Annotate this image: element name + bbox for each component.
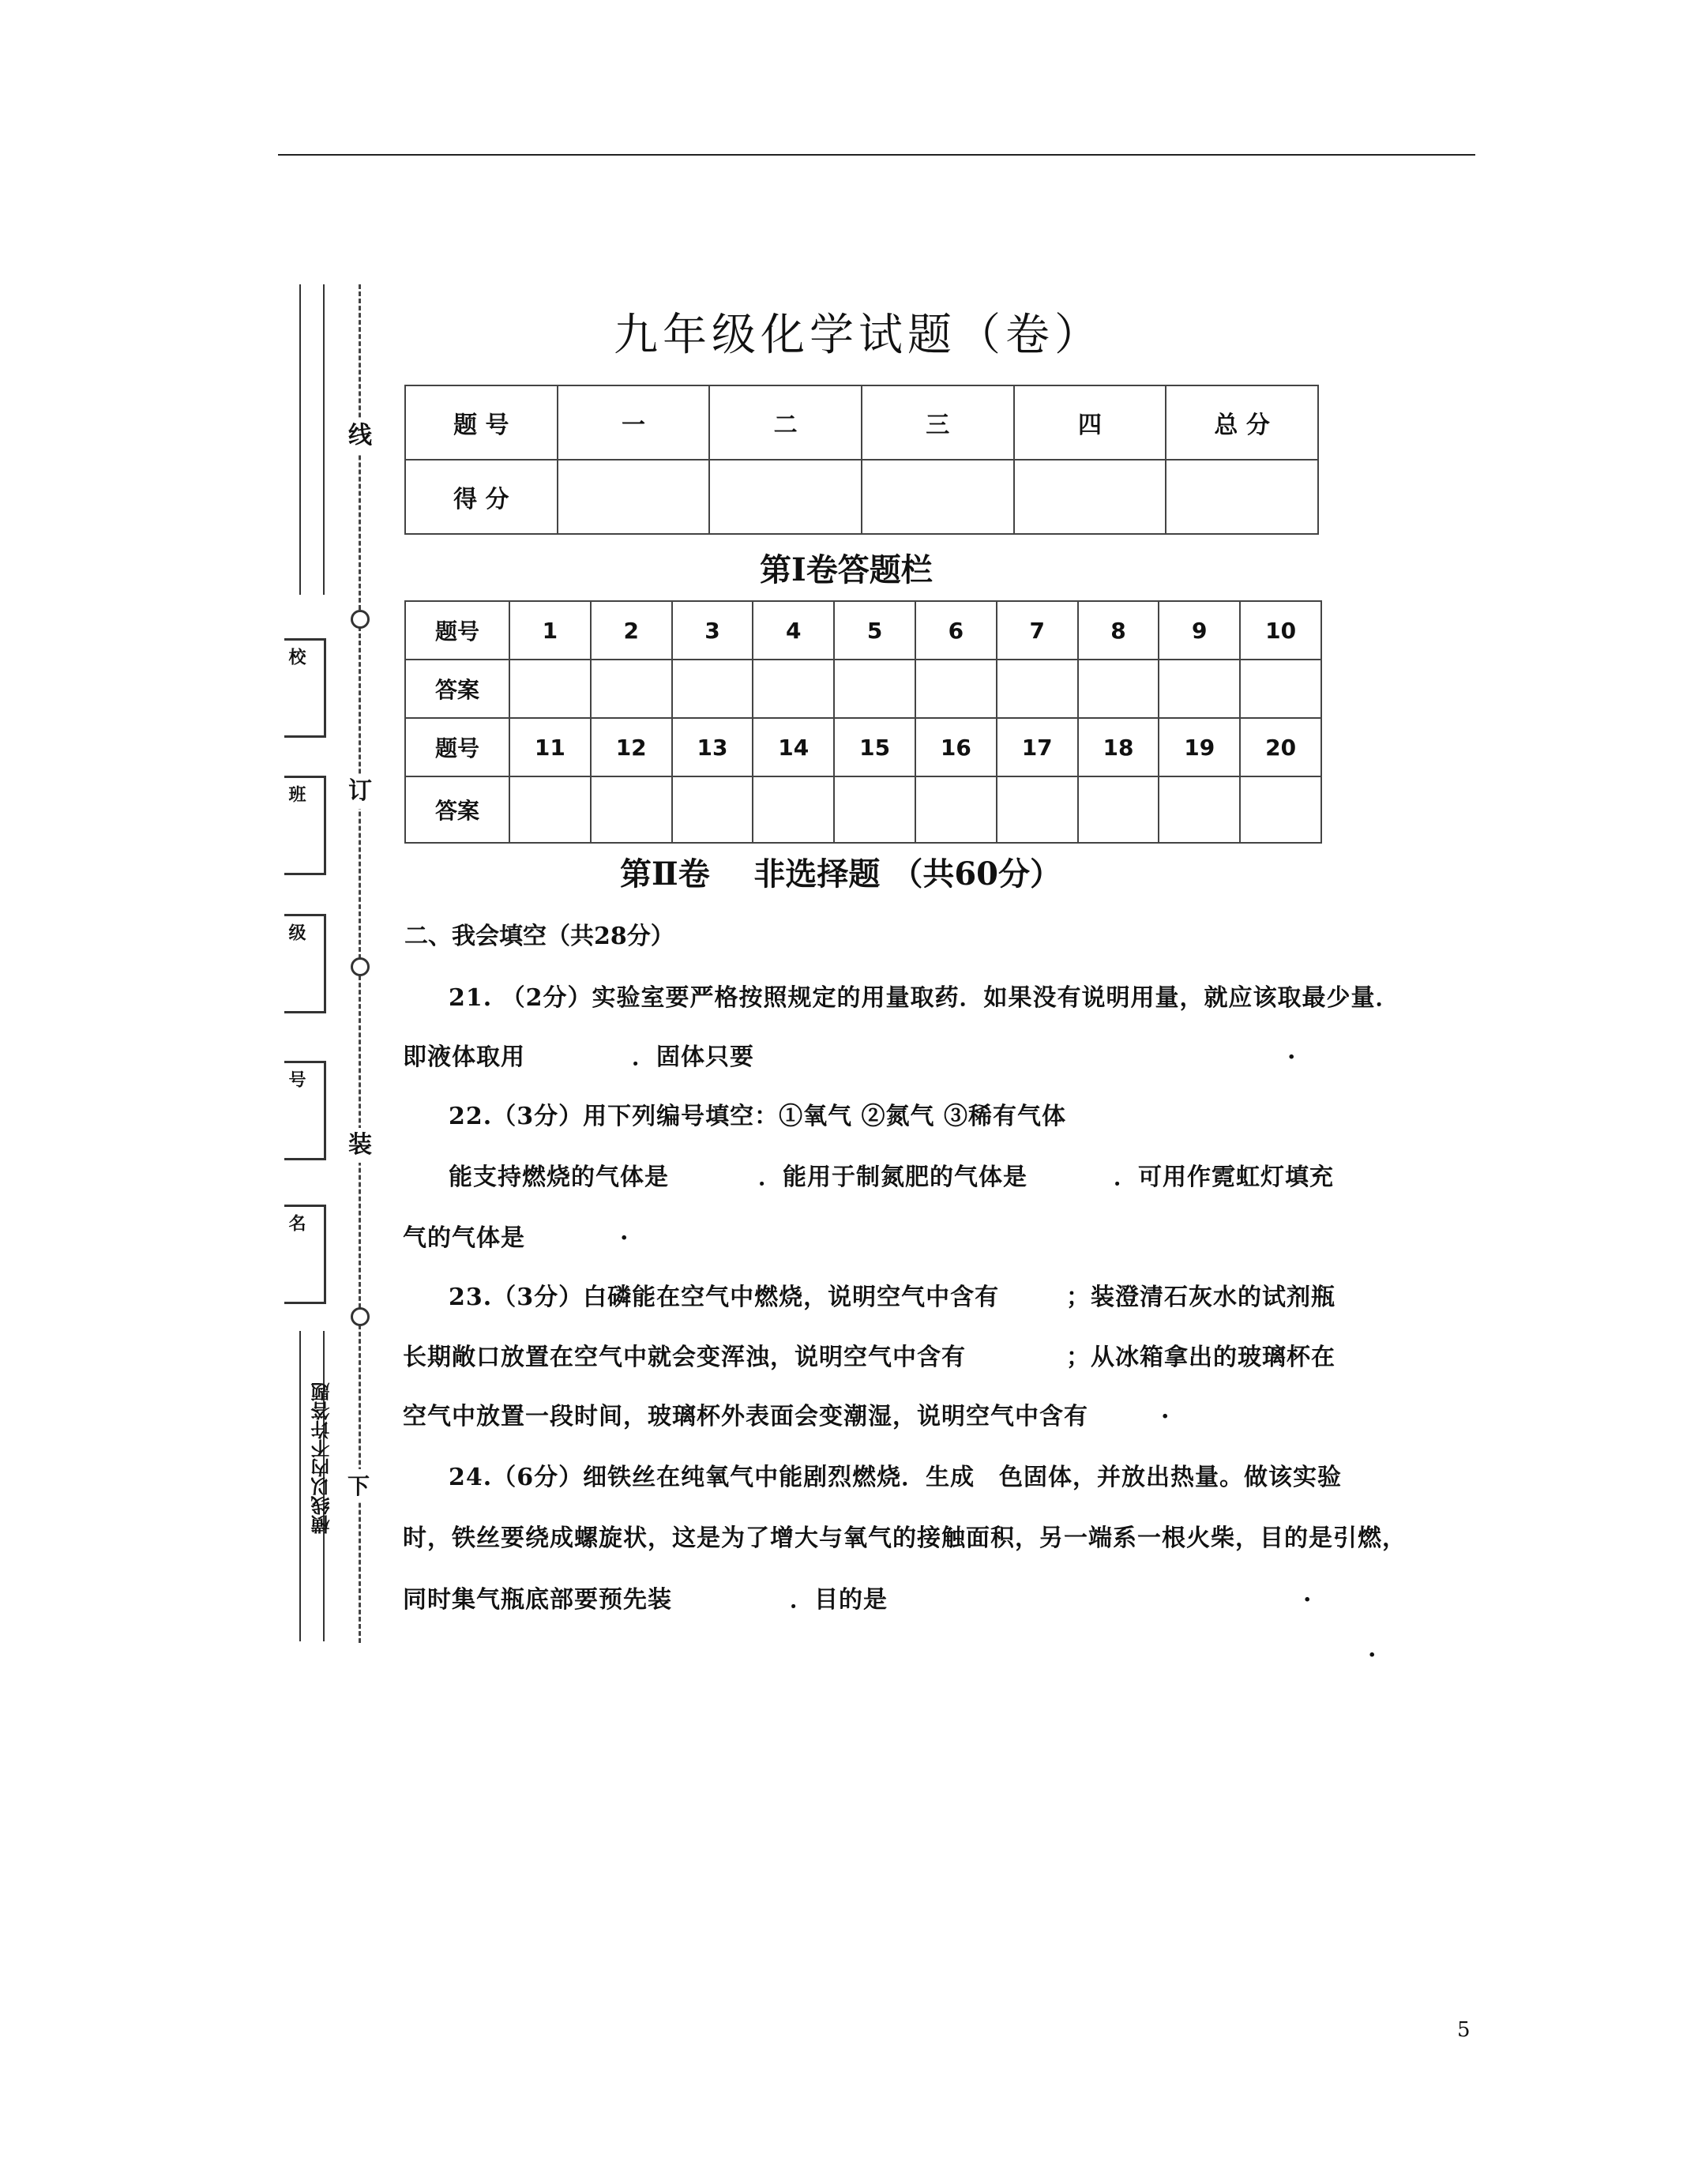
answer-input-cell[interactable] <box>509 776 591 843</box>
margin-char-ding: 订 <box>348 774 372 809</box>
answer-table <box>404 600 1322 844</box>
question-22-line1: 22.（3分）用下列编号填空：①氧气 ②氮气 ③稀有气体 <box>449 1103 1066 1130</box>
question-24-end: . <box>1303 1580 1313 1607</box>
table-cell: 一 <box>558 385 710 460</box>
question-21-line1: 21. （2分）实验室要严格按照规定的用量取药．如果没有说明用量，就应该取最少量． <box>449 984 1400 1012</box>
question-23-line1b: ；装澄清石灰水的试剂瓶 <box>1066 1284 1335 1311</box>
table-cell: 得 分 <box>405 460 558 534</box>
question-24-line3b: ．目的是 <box>790 1586 888 1614</box>
table-cell: 5 <box>834 601 915 660</box>
binding-hole-circle <box>351 610 370 629</box>
table-cell: 3 <box>672 601 753 660</box>
table-cell: 二 <box>709 385 862 460</box>
answer-input-cell[interactable] <box>672 660 753 718</box>
table-cell: 16 <box>915 718 997 776</box>
question-23-line1a: 23.（3分）白磷能在空气中燃烧，说明空气中含有 <box>449 1284 1000 1311</box>
score-input-cell[interactable] <box>558 460 710 534</box>
question-22-line2a: 能支持燃烧的气体是 <box>449 1163 669 1191</box>
answer-input-cell[interactable] <box>997 660 1078 718</box>
answer-input-cell[interactable] <box>1240 776 1321 843</box>
table-cell: 13 <box>672 718 753 776</box>
question-23-line2b: ；从冰箱拿出的玻璃杯在 <box>1066 1344 1335 1371</box>
question-22-line2c: ．可用作霓虹灯填充 <box>1114 1163 1334 1191</box>
question-21-end: . <box>1287 1037 1297 1065</box>
part2-title: 第Ⅱ卷 非选择题 （共60分） <box>620 855 1062 893</box>
margin-char-zhuang: 装 <box>348 1128 372 1163</box>
answer-input-cell[interactable] <box>509 660 591 718</box>
question-21-line2a: 即液体取用 <box>403 1043 525 1071</box>
answer-input-cell[interactable] <box>1078 776 1159 843</box>
table-cell: 1 <box>509 601 591 660</box>
table-cell: 4 <box>753 601 834 660</box>
question-23-line3: 空气中放置一段时间，玻璃杯外表面会变潮湿，说明空气中含有 <box>403 1403 1088 1430</box>
answer-input-cell[interactable] <box>834 660 915 718</box>
score-input-cell[interactable] <box>1014 460 1166 534</box>
question-24-line1a: 24.（6分）细铁丝在纯氧气中能剧烈燃烧．生成 <box>449 1464 975 1491</box>
box-label: 号 <box>286 1070 306 1088</box>
answer-input-cell[interactable] <box>753 660 834 718</box>
answer-input-cell[interactable] <box>834 776 915 843</box>
table-cell: 6 <box>915 601 997 660</box>
page-number: 5 <box>1457 2018 1471 2042</box>
stray-dot: . <box>1368 1635 1377 1663</box>
answer-input-cell[interactable] <box>1240 660 1321 718</box>
table-cell: 14 <box>753 718 834 776</box>
question-22-line2b: ．能用于制氮肥的气体是 <box>758 1163 1027 1191</box>
score-input-cell[interactable] <box>709 460 862 534</box>
answer-input-cell[interactable] <box>1159 660 1240 718</box>
question-23-end: . <box>1161 1396 1170 1424</box>
question-21-line2b: ．固体只要 <box>632 1043 754 1071</box>
margin-warning-note: 横线以内不许答题 <box>310 1382 333 1534</box>
binding-line <box>299 1331 301 1641</box>
question-22-line3: 气的气体是 <box>403 1224 525 1252</box>
header-rule <box>278 154 1475 156</box>
question-24-line3a: 同时集气瓶底部要预先装 <box>403 1586 672 1614</box>
answer-input-cell[interactable] <box>1159 776 1240 843</box>
table-cell: 题 号 <box>405 385 558 460</box>
exam-title: 九年级化学试题（卷） <box>614 310 1103 361</box>
margin-char-xia: 下 <box>347 1469 370 1501</box>
table-cell: 三 <box>862 385 1014 460</box>
table-cell: 19 <box>1159 718 1240 776</box>
table-cell: 答案 <box>405 660 509 718</box>
table-cell: 12 <box>591 718 672 776</box>
binding-hole-circle <box>351 957 370 976</box>
score-input-cell[interactable] <box>862 460 1014 534</box>
box-label: 级 <box>286 923 306 941</box>
question-23-line2a: 长期敞口放置在空气中就会变浑浊，说明空气中含有 <box>403 1344 966 1371</box>
question-24-line1b: 色固体，并放出热量。做该实验 <box>999 1464 1342 1491</box>
score-table <box>404 385 1319 535</box>
table-cell: 11 <box>509 718 591 776</box>
table-cell: 9 <box>1159 601 1240 660</box>
answer-input-cell[interactable] <box>1078 660 1159 718</box>
section-heading: 二、我会填空（共28分） <box>404 923 674 950</box>
answer-input-cell[interactable] <box>591 660 672 718</box>
table-cell: 10 <box>1240 601 1321 660</box>
table-row <box>405 460 1318 534</box>
answer-input-cell[interactable] <box>915 660 997 718</box>
table-cell: 2 <box>591 601 672 660</box>
answer-input-cell[interactable] <box>915 776 997 843</box>
table-cell: 18 <box>1078 718 1159 776</box>
question-24-line2: 时，铁丝要绕成螺旋状，这是为了增大与氧气的接触面积，另一端系一根火柴，目的是引燃， <box>403 1524 1407 1552</box>
binding-line <box>299 284 301 595</box>
table-cell: 15 <box>834 718 915 776</box>
table-cell: 7 <box>997 601 1078 660</box>
table-row <box>405 660 1321 718</box>
table-cell: 题号 <box>405 718 509 776</box>
binding-hole-circle <box>351 1307 370 1326</box>
table-cell: 四 <box>1014 385 1166 460</box>
answer-input-cell[interactable] <box>753 776 834 843</box>
table-cell: 总 分 <box>1166 385 1318 460</box>
box-label: 班 <box>286 785 306 803</box>
table-row <box>405 601 1321 660</box>
answer-input-cell[interactable] <box>591 776 672 843</box>
box-label: 名 <box>286 1214 306 1231</box>
table-row <box>405 385 1318 460</box>
score-input-cell[interactable] <box>1166 460 1318 534</box>
table-cell: 20 <box>1240 718 1321 776</box>
table-cell: 题号 <box>405 601 509 660</box>
answer-input-cell[interactable] <box>997 776 1078 843</box>
box-label: 校 <box>286 648 306 665</box>
binding-line <box>323 284 325 595</box>
table-row <box>405 776 1321 843</box>
question-22-end: . <box>620 1218 629 1246</box>
table-cell: 17 <box>997 718 1078 776</box>
margin-char-xian: 线 <box>348 419 372 453</box>
part1-title: 第Ⅰ卷答题栏 <box>760 551 933 588</box>
table-row <box>405 718 1321 776</box>
table-cell: 答案 <box>405 776 509 843</box>
table-cell: 8 <box>1078 601 1159 660</box>
answer-input-cell[interactable] <box>672 776 753 843</box>
